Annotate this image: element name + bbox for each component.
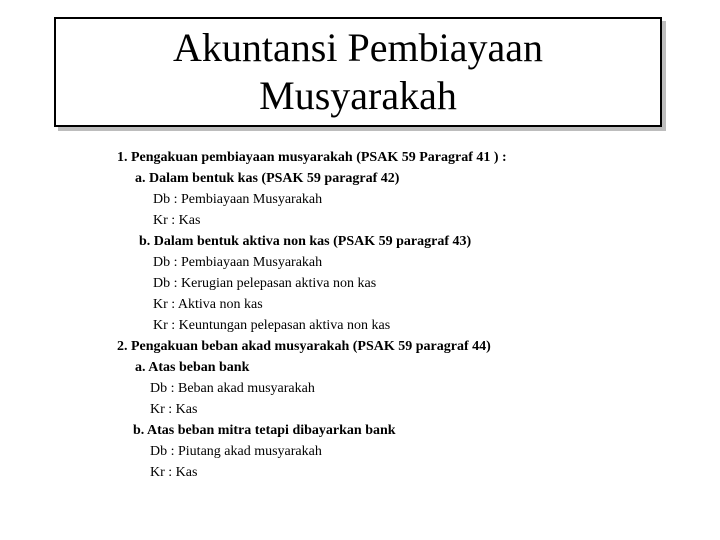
title-box — [54, 17, 662, 127]
journal-entry-line: Kr : Kas — [153, 213, 201, 228]
journal-entry-line: Db : Kerugian pelepasan aktiva non kas — [153, 276, 377, 291]
section-2-heading: 2. Pengakuan beban akad musyarakah (PSAK 59 paragraf 44) — [117, 339, 491, 354]
section-1-heading: 1. Pengakuan pembiayaan musyarakah (PSAK 59 Paragraf 41 ) : — [117, 150, 507, 165]
journal-entry-line: Db : Pembiayaan Musyarakah — [153, 192, 323, 207]
journal-entry-line: Db : Pembiayaan Musyarakah — [153, 255, 323, 270]
subsection-1b-heading: b. Dalam bentuk aktiva non kas (PSAK 59 paragraf 43) — [139, 234, 472, 249]
page-title-line-2: Musyarakah — [259, 73, 457, 118]
journal-entry-line: Kr : Kas — [150, 465, 198, 480]
journal-entry-line: Kr : Aktiva non kas — [153, 297, 263, 312]
journal-entry-line: Db : Beban akad musyarakah — [150, 381, 315, 396]
subsection-1a-heading: a. Dalam bentuk kas (PSAK 59 paragraf 42) — [135, 171, 400, 186]
journal-entry-line: Db : Piutang akad musyarakah — [150, 444, 322, 459]
journal-entry-line: Kr : Keuntungan pelepasan aktiva non kas — [153, 318, 391, 333]
journal-entry-line: Kr : Kas — [150, 402, 198, 417]
page-title-line-1: Akuntansi Pembiayaan — [173, 25, 543, 70]
subsection-2b-heading: b. Atas beban mitra tetapi dibayarkan bank — [133, 423, 396, 438]
subsection-2a-heading: a. Atas beban bank — [135, 360, 250, 375]
